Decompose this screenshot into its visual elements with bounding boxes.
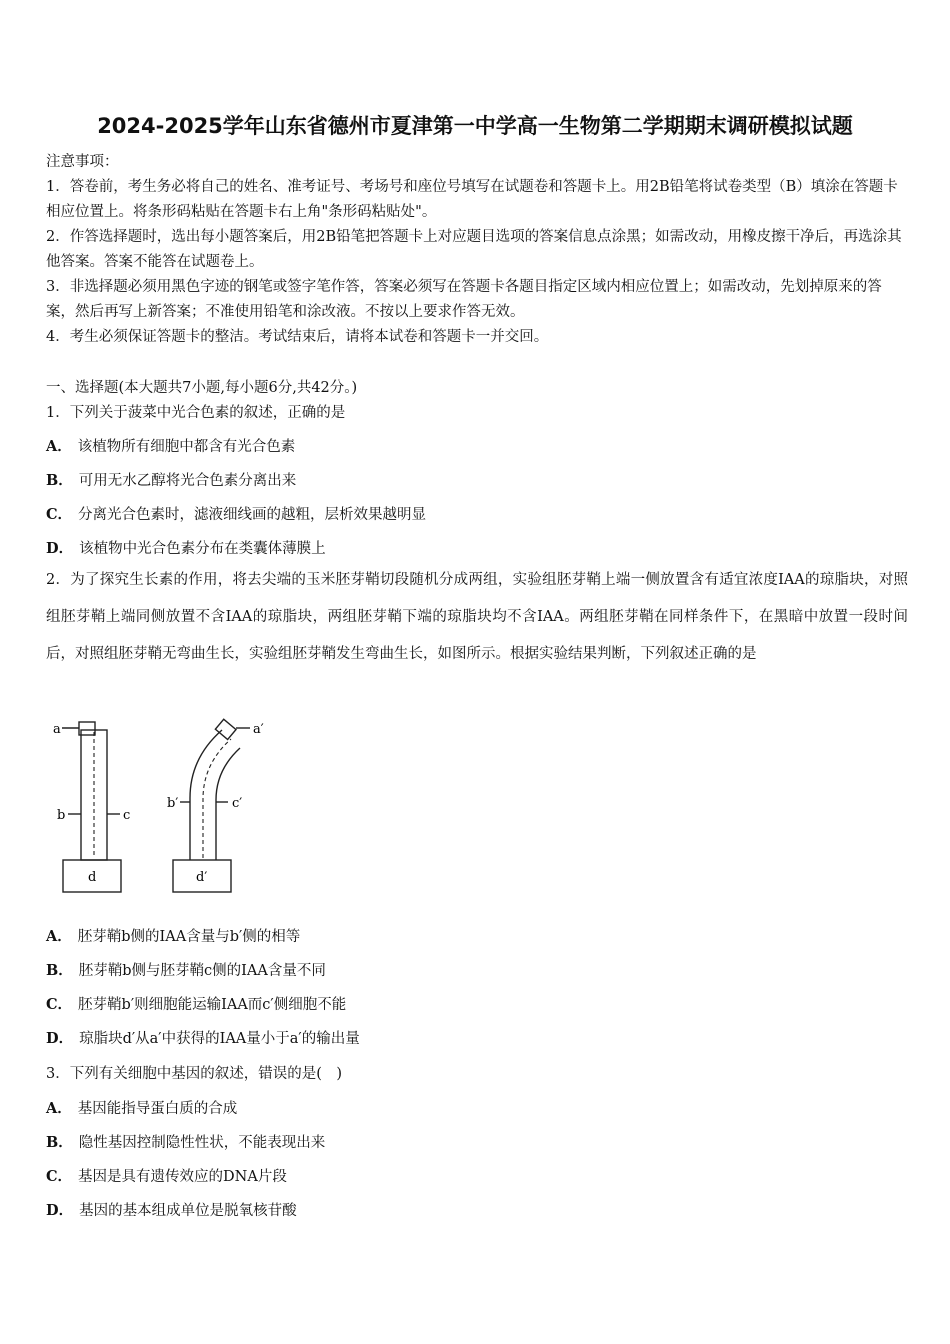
option-text: 该植物中光合色素分布在类囊体薄膜上 — [79, 541, 326, 557]
q3-stem: 3．下列有关细胞中基因的叙述，错误的是( ) — [46, 1066, 343, 1082]
control-coleoptile — [62, 722, 121, 892]
option-letter: B． — [46, 962, 73, 979]
vascular-line — [203, 739, 231, 858]
notice-heading: 注意事项： — [46, 154, 119, 170]
notice-block — [46, 150, 908, 350]
option-text: 隐性基因控制隐性性状，不能表现出来 — [78, 1135, 326, 1151]
label-b-prime: b′ — [167, 796, 179, 811]
page-title: 2024-2025学年山东省德州市夏津第一中学高一生物第二学期期末调研模拟试题 — [97, 114, 853, 138]
notice-item: 3．非选择题必须用黑色字迹的钢笔或签字笔作答，答案必须写在答题卡各题目指定区域内相应位置上；如需改动，先划掉原来的答案，然后再写上新答案；不准使用铅笔和涂改液。不按以上要求作答无效。 — [46, 279, 882, 320]
q3-option-c — [46, 1165, 908, 1186]
option-letter: B． — [46, 1134, 73, 1151]
label-d: d — [88, 870, 97, 885]
q1-option-b — [46, 469, 908, 490]
q2-option-c — [46, 993, 908, 1014]
option-letter: A． — [46, 438, 72, 455]
label-a: a — [53, 722, 61, 737]
option-letter: D． — [46, 1202, 74, 1219]
option-letter: B． — [46, 472, 73, 489]
q2-stem: 2．为了探究生长素的作用，将去尖端的玉米胚芽鞘切段随机分成两组，实验组胚芽鞘上端一侧放置含有适宜浓度IAA的琼脂块，对照组胚芽鞘上端同侧放置不含IAA的琼脂块，两组胚芽鞘下端的琼脂块均不含IAA。两组胚芽鞘在同样条件下，在黑暗中放置一段时间后，对照组胚芽鞘无弯曲生长，实验组胚芽鞘发生弯曲生长，如图所示。根据实验结果判断，下列叙述正确的是 — [46, 572, 908, 662]
notice-item: 1．答卷前，考生务必将自己的姓名、准考证号、考场号和座位号填写在试题卷和答题卡上。用2B铅笔将试卷类型（B）填涂在答题卡相应位置上。将条形码粘贴在答题卡右上角"条形码粘贴处"。 — [46, 179, 898, 220]
q1-option-d — [46, 537, 908, 558]
option-text: 胚芽鞘b′则细胞能运输IAA而c′侧细胞不能 — [78, 997, 347, 1013]
q1-stem: 1．下列关于菠菜中光合色素的叙述，正确的是 — [46, 405, 346, 421]
q3-option-d — [46, 1199, 908, 1220]
coleoptile-left-edge — [190, 730, 222, 860]
label-d-prime: d′ — [196, 870, 208, 885]
option-letter: C． — [46, 996, 73, 1013]
option-text: 琼脂块d′从a′中获得的IAA量小于a′的输出量 — [79, 1031, 360, 1047]
agar-block-a-prime — [215, 719, 236, 739]
section-heading: 一、选择题(本大题共7小题,每小题6分,共42分。) — [46, 380, 358, 396]
option-letter: D． — [46, 540, 74, 557]
q1-option-c — [46, 503, 908, 524]
option-text: 胚芽鞘b侧与胚芽鞘c侧的IAA含量不同 — [78, 963, 326, 979]
label-b: b — [57, 808, 66, 823]
option-text: 基因能指导蛋白质的合成 — [77, 1101, 238, 1117]
option-text: 分离光合色素时，滤液细线画的越粗，层析效果越明显 — [78, 507, 427, 523]
option-text: 基因的基本组成单位是脱氧核苷酸 — [79, 1203, 297, 1219]
q2-option-b — [46, 959, 908, 980]
notice-item: 4．考生必须保证答题卡的整洁。考试结束后，请将本试卷和答题卡一并交回。 — [46, 329, 549, 345]
option-letter: D． — [46, 1030, 74, 1047]
label-a-prime: a′ — [253, 722, 264, 737]
coleoptile-figure — [50, 718, 280, 898]
option-text: 基因是具有遗传效应的DNA片段 — [78, 1169, 287, 1185]
q2-option-d — [46, 1027, 908, 1048]
q3-option-b — [46, 1131, 908, 1152]
q2-option-a — [46, 925, 908, 946]
option-text: 胚芽鞘b侧的IAA含量与b′侧的相等 — [77, 929, 301, 945]
option-letter: A． — [46, 928, 72, 945]
option-letter: C． — [46, 1168, 73, 1185]
option-text: 可用无水乙醇将光合色素分离出来 — [78, 473, 297, 489]
option-letter: A． — [46, 1100, 72, 1117]
q3-option-a — [46, 1097, 908, 1118]
label-c-prime: c′ — [232, 796, 243, 811]
notice-item: 2．作答选择题时，选出每小题答案后，用2B铅笔把答题卡上对应题目选项的答案信息点涂黑；如需改动，用橡皮擦干净后，再选涂其他答案。答案不能答在试题卷上。 — [46, 229, 902, 270]
q1-option-a — [46, 435, 908, 456]
label-c: c — [123, 808, 131, 823]
option-text: 该植物所有细胞中都含有光合色素 — [77, 439, 296, 455]
option-letter: C． — [46, 506, 73, 523]
